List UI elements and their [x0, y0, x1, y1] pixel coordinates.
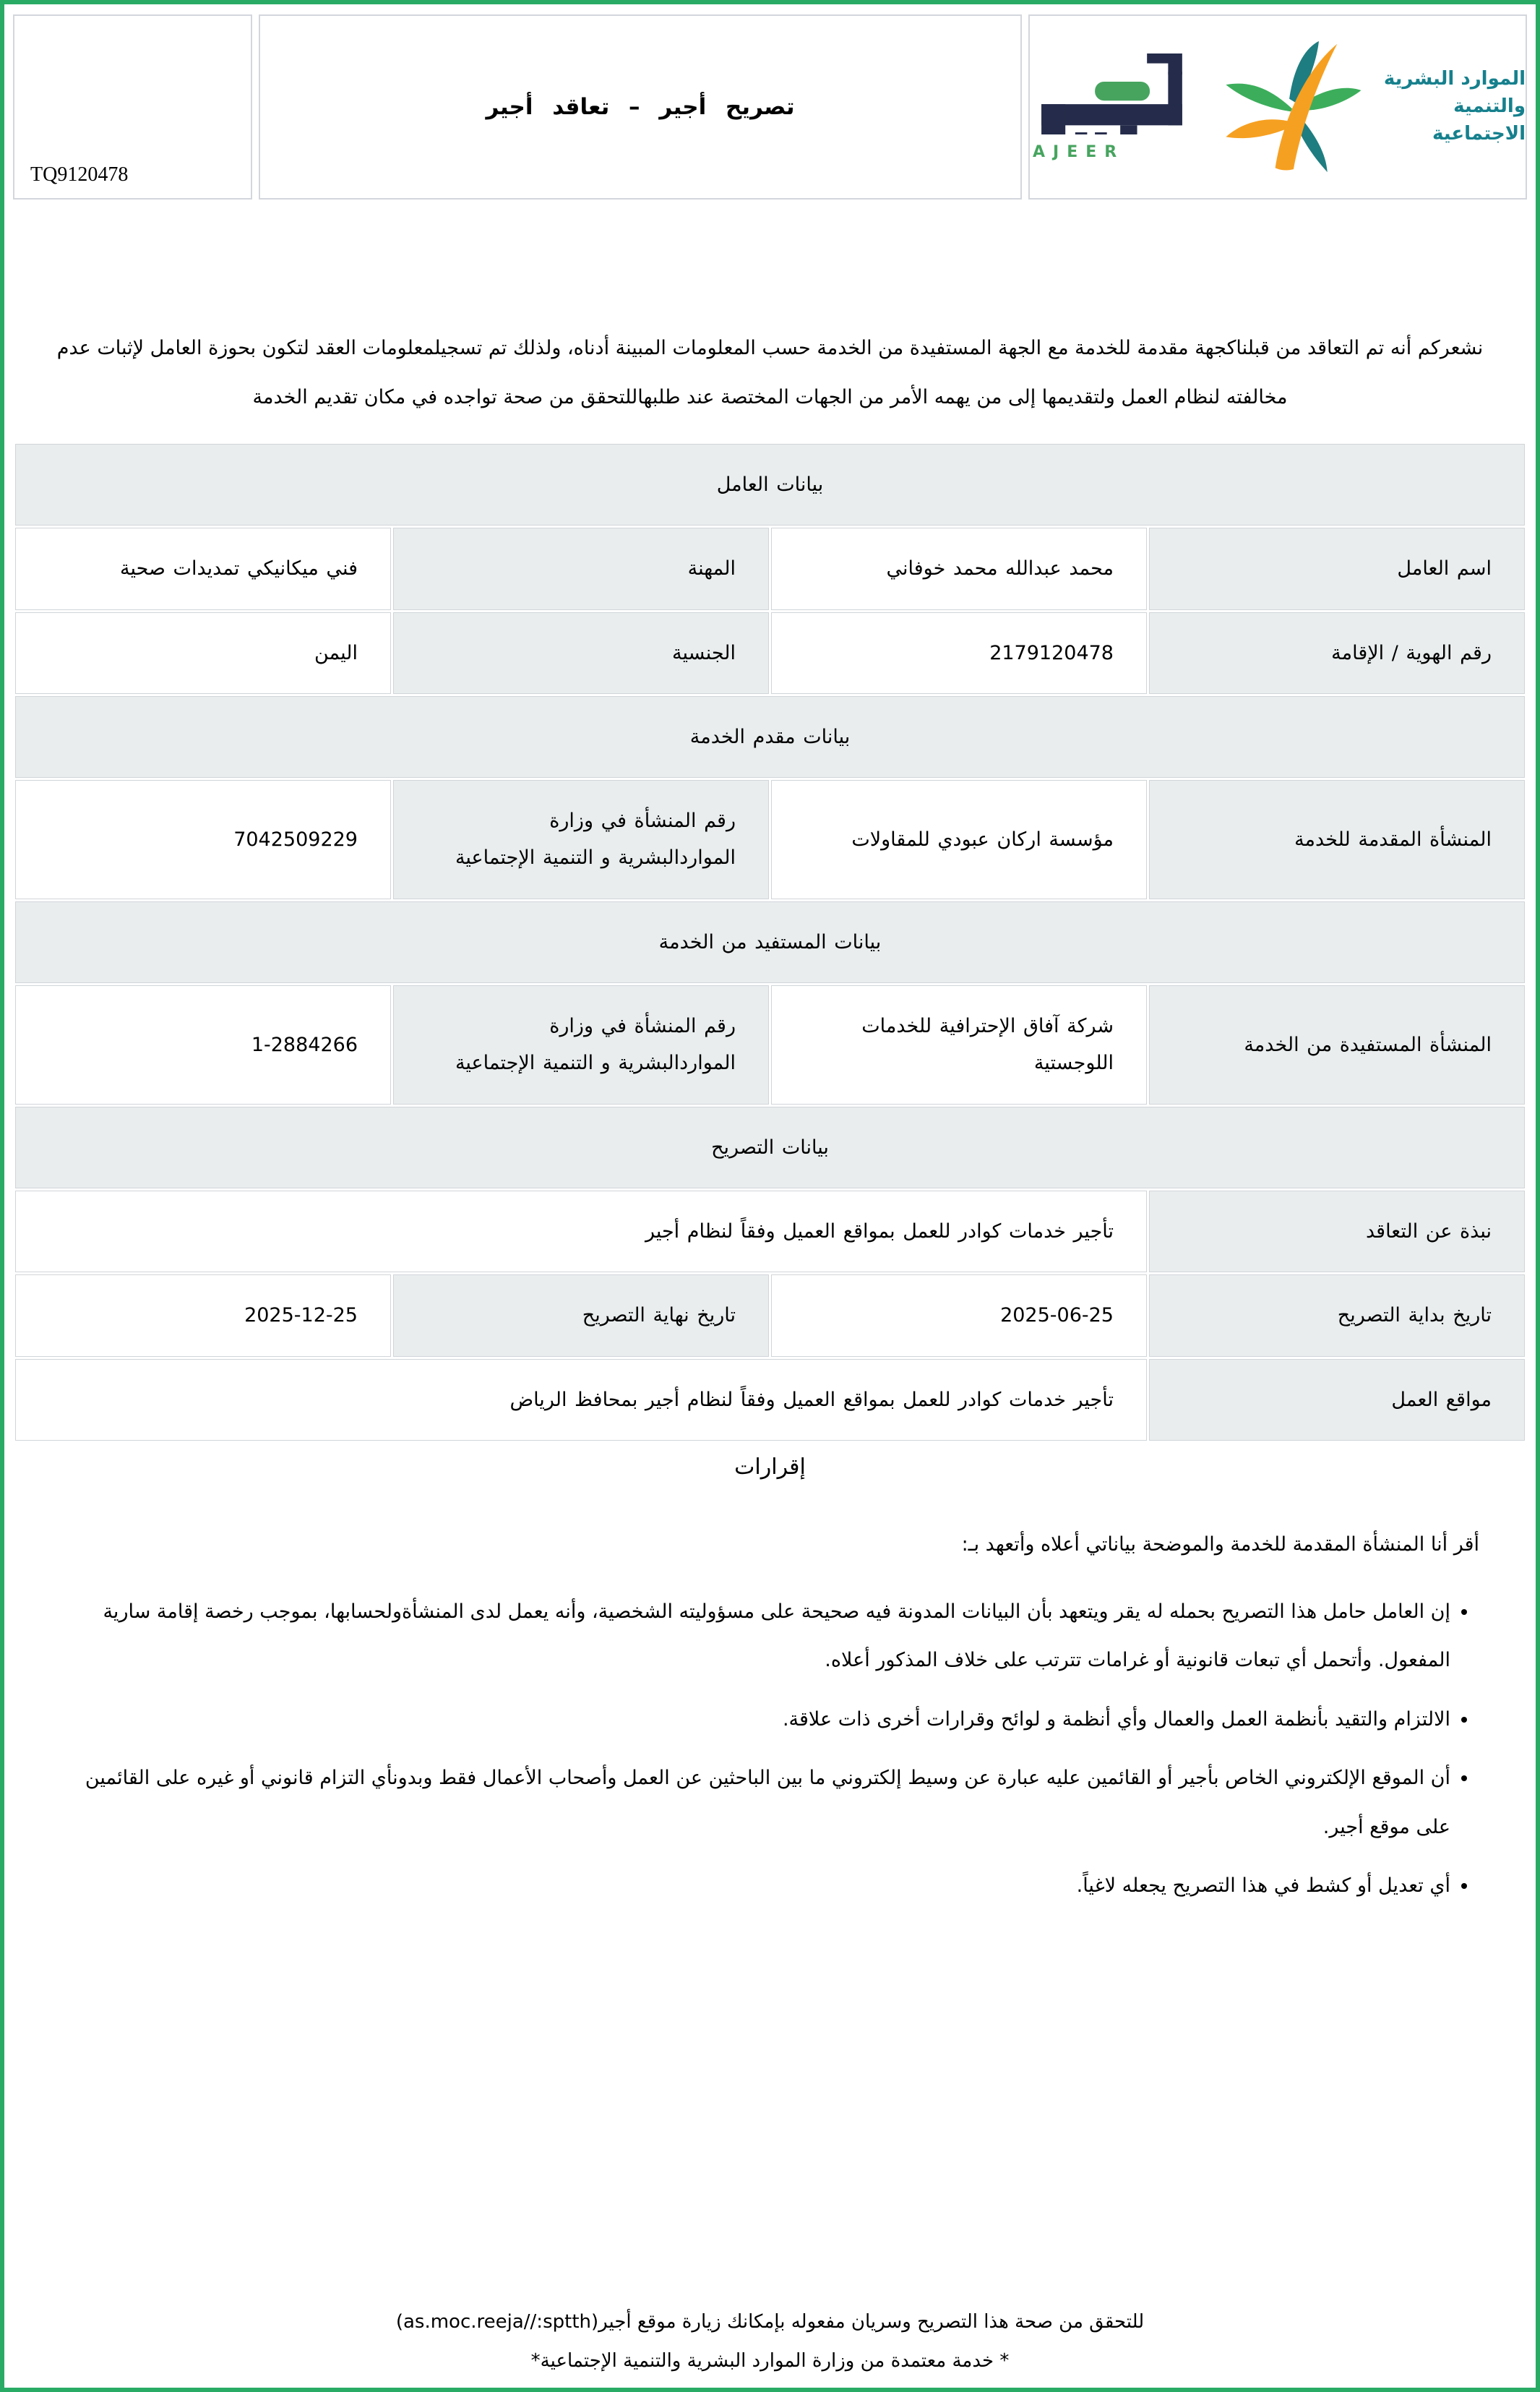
provider-establishment-value: مؤسسة اركان عبودي للمقاولات: [771, 780, 1147, 899]
worker-name-value: محمد عبدالله محمد خوفاني: [771, 528, 1147, 609]
nationality-value: اليمن: [15, 612, 391, 694]
table-row: [15, 985, 1525, 1105]
declaration-item: • أي تعديل أو كشط في هذا التصريح يجعله لاغياً.: [75, 1861, 1450, 1911]
ministry-logo: [1220, 37, 1526, 177]
document-header: [13, 14, 1527, 200]
intro-paragraph: نشعركم أنه تم التعاقد من قبلناكجهة مقدمة للخدمة مع الجهة المستفيدة من الخدمة حسب المعلومات المبينة أدناه، ولذلك تم تسجيلمعلومات العقد لتكون بحوزة العامل لإثبات عدم مخالفته لنظام العمل ولتقديمها إلى من يهمه الأمر من الجهات المختصة عند طلبهاللتحقق من صحة تواجده في مكان تقديم الخدمة: [56, 337, 1484, 408]
nationality-label: الجنسية: [393, 612, 769, 694]
beneficiary-section-header: بيانات المستفيد من الخدمة: [15, 901, 1525, 983]
worker-name-label: اسم العامل: [1149, 528, 1525, 609]
provider-number-value: 7042509229: [15, 780, 391, 899]
section-header-row: [15, 1107, 1525, 1188]
beneficiary-establishment-label: المنشأة المستفيدة من الخدمة: [1149, 985, 1525, 1105]
permit-start-value: 2025-06-25: [771, 1274, 1147, 1356]
ministry-name-line1: الموارد البشرية: [1383, 68, 1526, 90]
title-box: [259, 14, 1022, 200]
ajeer-logo: [1030, 53, 1192, 161]
work-locations-value: تأجير خدمات كوادر للعمل بمواقع العميل وفقاً لنظام أجير بمحافظ الرياض: [15, 1359, 1147, 1441]
approved-service-line: * خدمة معتمدة من وزارة الموارد البشرية والتنمية الإجتماعية*: [530, 2350, 1010, 2372]
section-header-row: [15, 901, 1525, 983]
declaration-item: • الالتزام والتقيد بأنظمة العمل والعمال وأي أنظمة و لوائح وقرارات أخرى ذات علاقة.: [75, 1695, 1450, 1744]
provider-section-header: بيانات مقدم الخدمة: [15, 696, 1525, 778]
worker-section-header: بيانات العامل: [15, 444, 1525, 526]
beneficiary-establishment-value: شركة آفاق الإحترافية للخدمات اللوجستية: [771, 985, 1147, 1105]
section-header-row: [15, 696, 1525, 778]
beneficiary-number-value: 1-2884266: [15, 985, 391, 1105]
document-page: [4, 4, 1536, 1911]
table-row: [15, 1274, 1525, 1356]
page-title: تصريح أجير – تعاقد أجير: [486, 94, 795, 120]
verification-url: (as.moc.reeja//:sptth): [395, 2311, 599, 2333]
ministry-palm-icon: [1220, 37, 1364, 177]
contract-about-label: نبذة عن التعاقد: [1149, 1191, 1525, 1272]
table-row: [15, 1359, 1525, 1441]
verification-line: [4, 2311, 1536, 2333]
contract-about-value: تأجير خدمات كوادر للعمل بمواقع العميل وفقاً لنظام أجير: [15, 1191, 1147, 1272]
permit-start-label: تاريخ بداية التصريح: [1149, 1274, 1525, 1356]
declaration-item: • أن الموقع الإلكتروني الخاص بأجير أو القائمين عليه عبارة عن وسيط إلكتروني ما بين الباحثين عن العمل وأصحاب الأعمال فقط وبدونأي التزام قانوني أو غيره على القائمين على موقع أجير.: [75, 1754, 1450, 1851]
id-number-value: 2179120478: [771, 612, 1147, 694]
document-footer: [4, 2311, 1536, 2372]
provider-number-label: رقم المنشأة في وزارة المواردالبشرية و التنمية الإجتماعية: [393, 780, 769, 899]
beneficiary-number-label: رقم المنشأة في وزارة المواردالبشرية و التنمية الإجتماعية: [393, 985, 769, 1105]
id-number-label: رقم الهوية / الإقامة: [1149, 612, 1525, 694]
declaration-item: • إن العامل حامل هذا التصريح بحمله له يقر ويتعهد بأن البيانات المدونة فيه صحيحة على مسؤوليته الشخصية، وأنه يعمل لدى المنشأةولحسابها، بموجب رخصة إقامة سارية المفعول. وأتحمل أي تبعات قانونية أو غرامات تترتب على خلاف المذكور أعلاه.: [75, 1587, 1450, 1685]
ajeer-wordmark-icon: [1030, 53, 1192, 137]
section-header-row: [15, 444, 1525, 526]
table-row: [15, 780, 1525, 899]
provider-establishment-label: المنشأة المقدمة للخدمة: [1149, 780, 1525, 899]
table-row: [15, 612, 1525, 694]
declarations-list: [75, 1587, 1450, 1911]
table-row: [15, 1191, 1525, 1272]
ministry-logo-text: [1372, 66, 1526, 147]
table-row: [15, 528, 1525, 609]
permit-number-box: [13, 14, 252, 200]
permit-number: TQ9120478: [30, 163, 129, 186]
permit-end-label: تاريخ نهاية التصريح: [393, 1274, 769, 1356]
permit-end-value: 2025-12-25: [15, 1274, 391, 1356]
ajeer-latin-label: AJEER: [1033, 142, 1125, 161]
logos-box: [1028, 14, 1527, 200]
profession-label: المهنة: [393, 528, 769, 609]
ministry-name-line2: والتنمية الاجتماعية: [1432, 95, 1526, 145]
permit-section-header: بيانات التصريح: [15, 1107, 1525, 1188]
work-locations-label: مواقع العمل: [1149, 1359, 1525, 1441]
permit-data-table: [13, 442, 1527, 1443]
profession-value: فني ميكانيكي تمديدات صحية: [15, 528, 391, 609]
verification-text: للتحقق من صحة هذا التصريح وسريان مفعوله بإمكانك زيارة موقع أجير: [598, 2311, 1145, 2333]
declarations-intro: أقر أنا المنشأة المقدمة للخدمة والموضحة بياناتي أعلاه وأتعهد بـ:: [961, 1532, 1479, 1556]
declarations-header: إقرارات: [734, 1454, 806, 1480]
